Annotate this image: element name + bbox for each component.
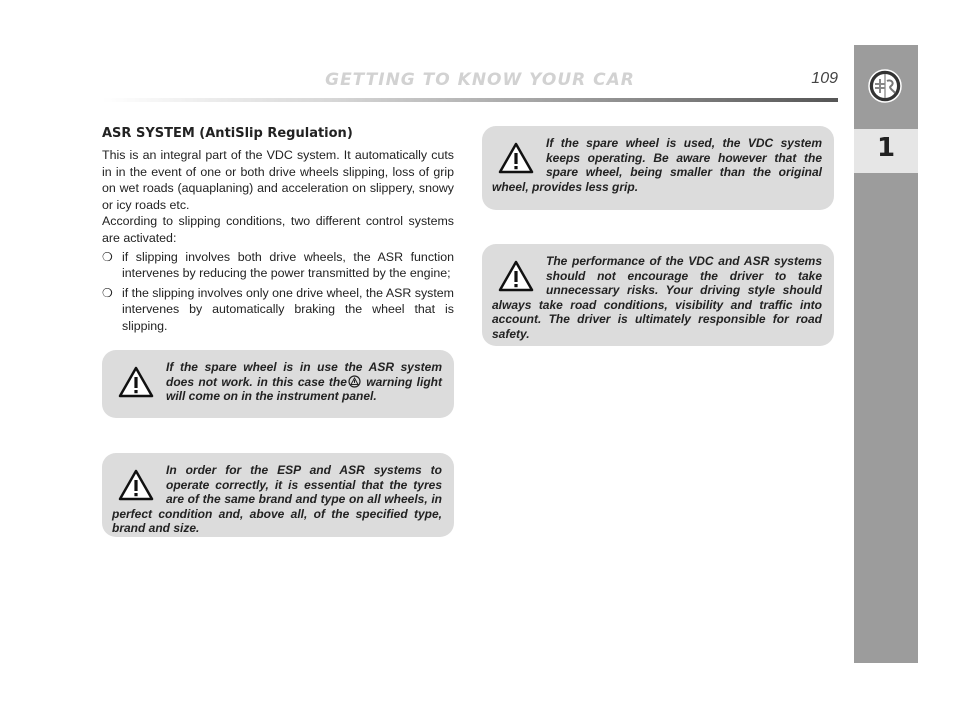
page-number: 109 (811, 70, 838, 87)
bullet-list (102, 249, 454, 335)
chapter-sidebar (854, 45, 918, 663)
warning-triangle-icon (118, 366, 154, 398)
warning-text: The performance of the VDC and ASR systems should not encourage the driver to take unnecessary risks. Your driving style should always take road conditions, visibility and traffic into account. The driver is ultimately responsible for road safety. (492, 254, 822, 341)
asr-warning-light-icon (348, 375, 361, 388)
list-item (102, 249, 454, 282)
left-column (102, 126, 454, 338)
warning-triangle-icon (498, 142, 534, 174)
warning-triangle-icon (498, 260, 534, 292)
section-heading: ASR SYSTEM (AntiSlip Regulation) (102, 126, 353, 141)
warning-triangle-icon (118, 469, 154, 501)
bullet-circle-icon: ❍ (102, 249, 113, 264)
body-paragraph-1: This is an integral part of the VDC system. It automatically cuts in in the event of one or both drive wheels slipping, loss of grip on wet roads (aquaplaning) and acceleration on slippery, snowy or icy roads etc. (102, 148, 454, 212)
chapter-number: 1 (876, 133, 896, 163)
warning-text: If the spare wheel is used, the VDC system keeps operating. Be aware however that the spare wheel, being smaller than the original wheel, provides less grip. (492, 136, 822, 194)
warning-text (112, 360, 442, 404)
brand-logo-icon (868, 69, 902, 103)
page-header-title: GETTING TO KNOW YOUR CAR (325, 70, 635, 90)
bullet-text: if slipping involves both drive wheels, the ASR function intervenes by reducing the power transmitted by the engine; (122, 249, 454, 281)
bullet-circle-icon: ❍ (102, 285, 113, 300)
warning-text-part: If the spare wheel is in use the ASR system does not work. in this case the (166, 360, 442, 389)
list-item (102, 285, 454, 335)
chapter-tab (854, 129, 918, 173)
warning-text-part: warning light will come on in the instrument panel. (166, 374, 442, 404)
header-rule (102, 98, 838, 102)
body-paragraph-2: According to slipping conditions, two different control systems are activated: (102, 214, 454, 245)
logo-tab (854, 45, 918, 125)
warning-box-spare-asr (102, 350, 454, 418)
warning-box-spare-vdc (482, 126, 834, 210)
warning-box-performance (482, 244, 834, 346)
warning-text: In order for the ESP and ASR systems to operate correctly, it is essential that the tyres are of the same brand and type on all wheels, in perfect condition and, above all, of the specified type, brand and size. (112, 463, 442, 536)
warning-box-esp-asr (102, 453, 454, 537)
bullet-text: if the slipping involves only one drive wheel, the ASR system intervenes by automatically braking the wheel that is slipping. (122, 285, 454, 333)
